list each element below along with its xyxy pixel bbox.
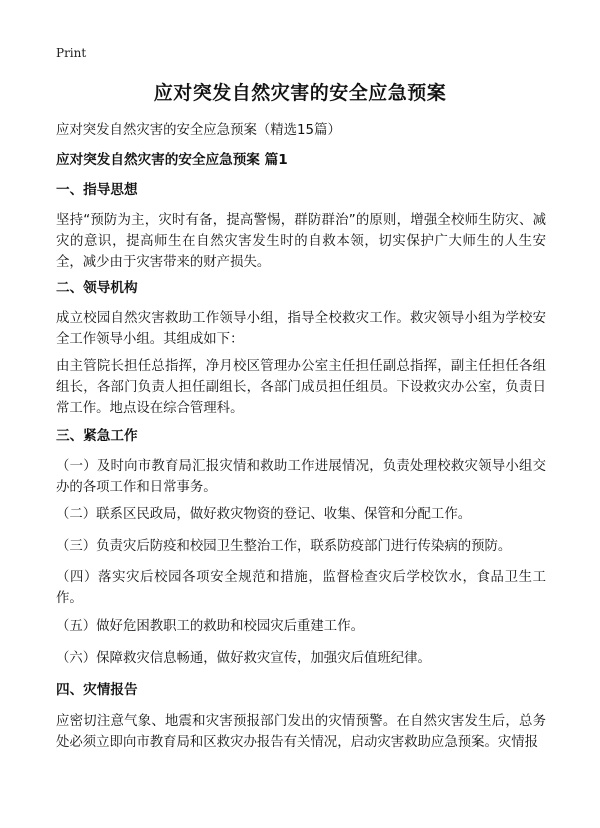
paragraph-leadership-1: 成立校园自然灾害救助工作领导小组，指导全校救灾工作。救灾领导小组为学校安全工作领导小组。其组成如下： [56,311,546,347]
paragraph-leadership-2: 由主管院长担任总指挥，净月校区管理办公室主任担任副总指挥，副主任担任各组组长，各部门负责人担任副组长，各部门成员担任组员。下设救灾办公室，负责日常工作。地点设在综合管理科。 [56,359,546,416]
article-heading: 应对突发自然灾害的安全应急预案 篇1 [56,152,288,168]
list-item-emergency-6: （六）保障救灾信息畅通，做好救灾宣传，加强灾后值班纪律。 [56,651,431,666]
list-item-emergency-3: （三）负责灾后防疫和校园卫生整治工作，联系防疫部门进行传染病的预防。 [56,539,512,554]
section-heading-guiding-ideology: 一、指导思想 [56,182,138,198]
page-title: 应对突发自然灾害的安全应急预案 [153,82,447,104]
paragraph-guiding-ideology: 坚持“预防为主，灾时有备，提高警惕，群防群治”的原则，增强全校师生防灾、减灾的意识，提高师生在自然灾害发生时的自救本领，切实保护广大师生的人生安全，减少由于灾害带来的财产损失。 [56,213,546,270]
paragraph-disaster-report: 应密切注意气象、地震和灾害预报部门发出的灾情预警。在自然灾害发生后，总务处必须立即向市教育局和区救灾办报告有关情况，启动灾害救助应急预案。灾情报 [56,714,546,750]
subtitle: 应对突发自然灾害的安全应急预案（精选15篇） [56,123,341,138]
section-heading-disaster-report: 四、灾情报告 [56,682,138,698]
section-heading-leadership: 二、领导机构 [56,280,138,296]
print-link[interactable]: Print [56,46,87,60]
section-heading-emergency-work: 三、紧急工作 [56,428,138,444]
list-item-emergency-2: （二）联系区民政局，做好救灾物资的登记、收集、保管和分配工作。 [56,507,472,522]
list-item-emergency-4: （四）落实灾后校园各项安全规范和措施，监督检查灾后学校饮水，食品卫生工作。 [56,570,546,606]
list-item-emergency-1: （一）及时向市教育局汇报灾情和救助工作进展情况，负责处理校救灾领导小组交办的各项工作和日常事务。 [56,459,546,495]
list-item-emergency-5: （五）做好危困教职工的救助和校园灾后重建工作。 [56,619,364,634]
